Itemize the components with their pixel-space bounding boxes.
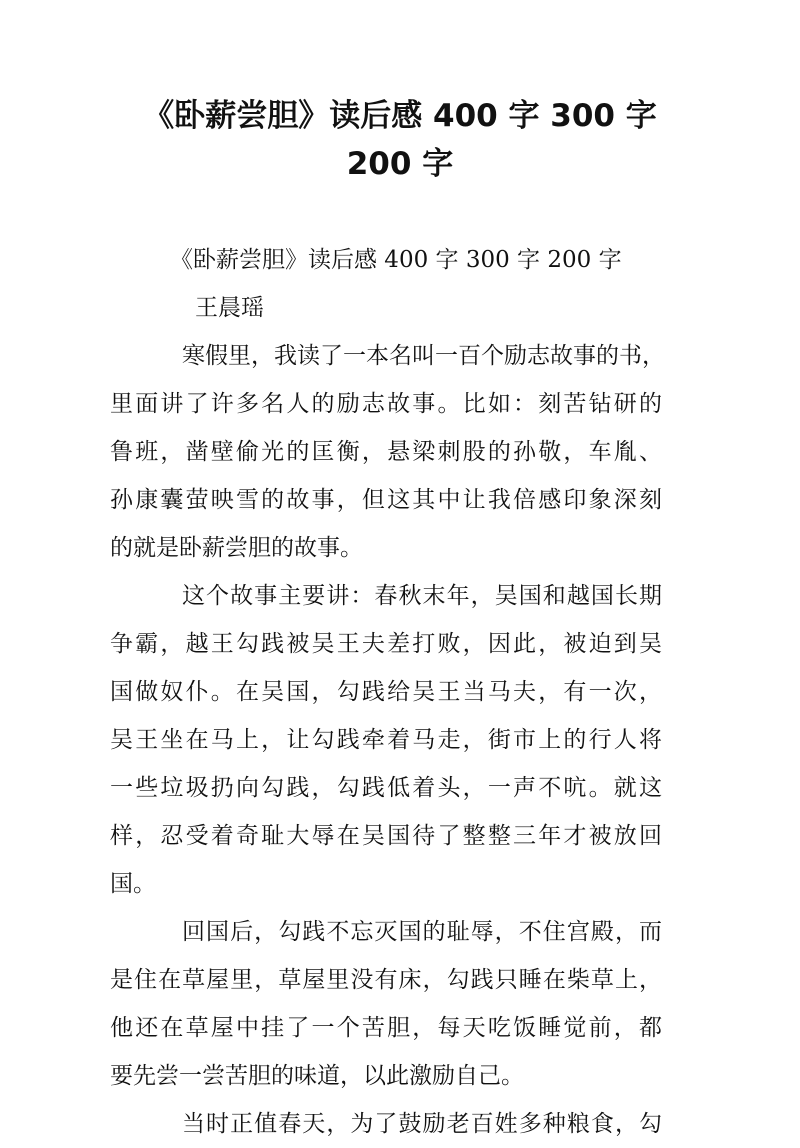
title-line-1: 《卧薪尝胆》读后感 400 字 300 字: [143, 98, 657, 134]
paragraph-line: 国。: [110, 871, 156, 897]
paragraph-line: 国做奴仆。在吴国，勾践给吴王当马夫，有一次，: [110, 679, 662, 705]
paragraph-line: 当时正值春天，为了鼓励老百姓多种粮食，勾: [182, 1111, 662, 1137]
paragraph-line: 他还在草屋中挂了一个苦胆，每天吃饭睡觉前，都: [110, 1015, 662, 1041]
paragraph-line: 样，忍受着奇耻大辱在吴国待了整整三年才被放回: [110, 823, 662, 849]
paragraph-line: 吴王坐在马上，让勾践牵着马走，街市上的行人将: [110, 727, 662, 753]
paragraph-line: 寒假里，我读了一本名叫一百个励志故事的书，: [182, 343, 665, 369]
paragraph-line: 鲁班，凿壁偷光的匡衡，悬梁刺股的孙敬，车胤、: [110, 439, 662, 465]
document-title: [120, 92, 680, 188]
paragraph-line: 回国后，勾践不忘灭国的耻辱，不住宫殿，而: [182, 919, 662, 945]
paragraph-line: 是住在草屋里，草屋里没有床，勾践只睡在柴草上，: [110, 967, 662, 993]
paragraph-line: 里面讲了许多名人的励志故事。比如：刻苦钻研的: [110, 391, 662, 417]
paragraph-line: 孙康囊萤映雪的故事，但这其中让我倍感印象深刻: [110, 487, 662, 513]
document-subtitle: 《卧薪尝胆》读后感 400 字 300 字 200 字: [170, 247, 622, 273]
paragraph-line: 这个故事主要讲：春秋末年，吴国和越国长期: [182, 583, 662, 609]
title-line-2: 200 字: [346, 146, 454, 182]
author-name: 王晨瑶: [195, 295, 264, 321]
paragraph-line: 要先尝一尝苦胆的味道，以此激励自己。: [110, 1063, 524, 1089]
paragraph-line: 争霸，越王勾践被吴王夫差打败，因此，被迫到吴: [110, 631, 662, 657]
paragraph-line: 的就是卧薪尝胆的故事。: [110, 535, 363, 561]
document-body: [110, 236, 665, 1148]
paragraph-line: 一些垃圾扔向勾践，勾践低着头，一声不吭。就这: [110, 775, 662, 801]
